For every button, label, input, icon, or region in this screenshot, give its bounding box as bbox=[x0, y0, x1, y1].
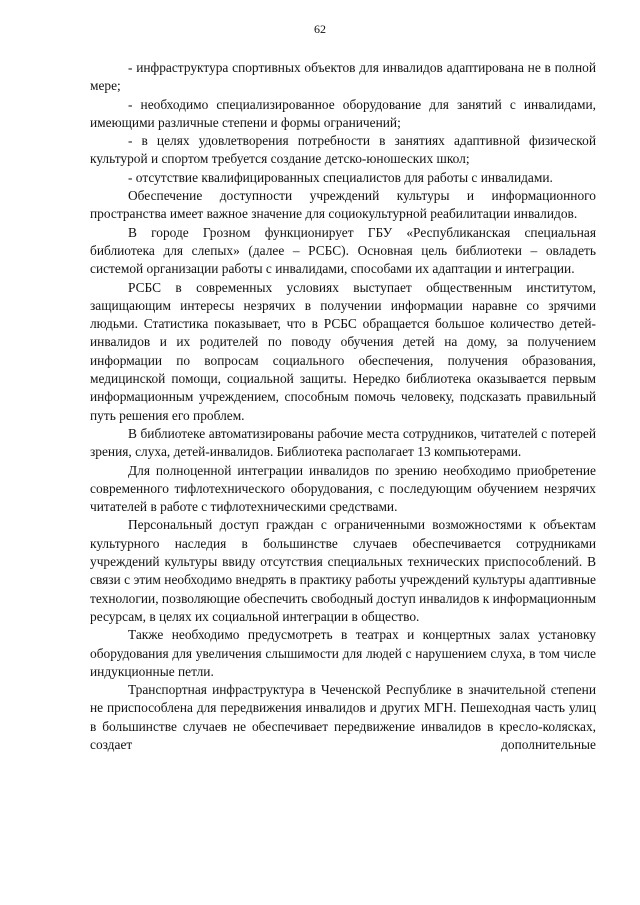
paragraph-rsbs-role: РСБС в современных условиях выступает общественным институтом, защищающим интересы незрячих в получении информации наравне со зрячими людьми. Статистика показывает, что в РСБС обращается большое количество детей-инвалидов и их родителей по поводу обучения детей на дому, за получением информации по вопросам социального обеспечения, получения образования, медицинской помощи, социальной защиты. Нередко библиотека оказывается первым информационным учреждением, способным помочь человеку, подсказать правильный путь решения его проблем. bbox=[90, 279, 596, 423]
paragraph-culture-access: Обеспечение доступности учреждений культуры и информационного пространства имеет важное значение для социокультурной реабилитации инвалидов. bbox=[90, 188, 596, 222]
paragraph-bullet-4: - отсутствие квалифицированных специалистов для работы с инвалидами. bbox=[128, 169, 553, 185]
paragraph-typhlo-equipment: Для полноценной интеграции инвалидов по зрению необходимо приобретение современного тифлотехнического оборудования, с последующим обучением незрячих читателей в работе с тифлотехническими средствами. bbox=[90, 462, 596, 515]
page-number: 62 bbox=[314, 22, 326, 36]
paragraph-hearing-equipment: Также необходимо предусмотреть в театрах и концертных залах установку оборудования для увеличения слышимости для людей с нарушением слуха, в том числе индукционные петли. bbox=[90, 627, 596, 679]
paragraph-library-grozny: В городе Грозном функционирует ГБУ «Республиканская специальная библиотека для слепых» (далее – РСБС). Основная цель библиотеки – овладеть системой организации работы с инвалидами, способами их адаптации и интеграции. bbox=[90, 224, 596, 277]
paragraph-bullet-3: - в целях удовлетворения потребности в занятиях адаптивной физической культурой и спортом требуется создание детско-юношеских школ; bbox=[90, 133, 596, 167]
paragraph-transport: Транспортная инфраструктура в Чеченской Республике в значительной степени не приспособлена для передвижения инвалидов и других МГН. Пешеходная часть улиц в большинстве случаев не обеспечивает передвижение инвалидов в кресло-колясках, создает дополнительные bbox=[90, 682, 596, 752]
paragraph-bullet-1: - инфраструктура спортивных объектов для инвалидов адаптирована не в полной мере; bbox=[90, 60, 596, 94]
body-text bbox=[90, 59, 596, 754]
paragraph-workstations: В библиотеке автоматизированы рабочие места сотрудников, читателей с потерей зрения, слуха, детей-инвалидов. Библиотека располагает 13 компьютерами. bbox=[90, 425, 596, 460]
paragraph-heritage-access: Персональный доступ граждан с ограниченными возможностями к объектам культурного наследия в большинстве случаев обеспечивается сотрудниками учреждений культуры ввиду отсутствия специальных технических приспособлений. В связи с этим необходимо внедрять в практику работы учреждений культуры адаптивные технологии, позволяющие обеспечить свободный доступ инвалидов к информационным ресурсам, в целях их социальной интеграции в общество. bbox=[90, 517, 596, 624]
paragraph-bullet-2: - необходимо специализированное оборудование для занятий с инвалидами, имеющими различные степени и формы ограничений; bbox=[90, 96, 596, 130]
